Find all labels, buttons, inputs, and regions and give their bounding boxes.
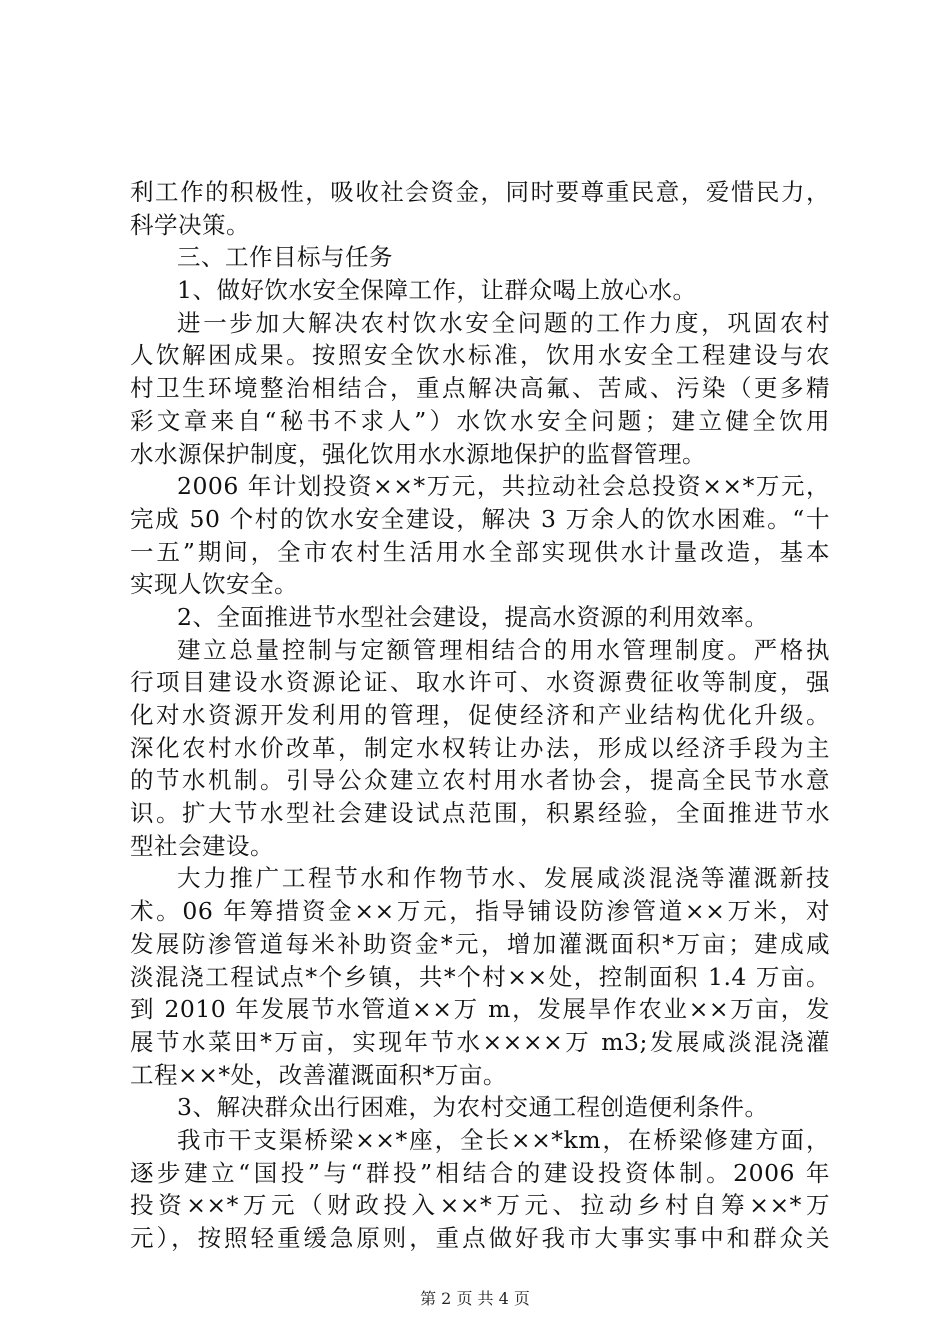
subsection-heading: 3、解决群众出行困难，为农村交通工程创造便利条件。 — [177, 1093, 769, 1122]
section-heading: 三、工作目标与任务 — [177, 243, 393, 272]
text-line: 2006 年计划投资××*万元，共拉动社会总投资××*万元， — [177, 472, 830, 501]
text-line: 完成 50 个村的饮水安全建设，解决 3 万余人的饮水困难。“十 — [130, 504, 830, 533]
text-line: 工程××*处，改善灌溉面积*万亩。 — [130, 1060, 507, 1089]
text-line: 彩文章来自“秘书不求人”）水饮水安全问题；建立健全饮用 — [130, 406, 830, 435]
body-text — [130, 176, 830, 1255]
text-line: 展节水菜田*万亩，实现年节水××××万 m3;发展咸淡混浇灌 — [130, 1027, 830, 1056]
text-line: 化对水资源开发利用的管理，促使经济和产业结构优化升级。 — [130, 701, 830, 729]
subsection-heading: 1、做好饮水安全保障工作，让群众喝上放心水。 — [177, 276, 697, 305]
text-line: 实现人饮安全。 — [130, 570, 298, 599]
text-line: 我市干支渠桥梁××*座，全长××*km，在桥梁修建方面， — [177, 1125, 830, 1154]
text-line: 水水源保护制度，强化饮用水水源地保护的监督管理。 — [130, 439, 706, 468]
text-line: 识。扩大节水型社会建设试点范围，积累经验，全面推进节水 — [130, 799, 830, 828]
text-line: 的节水机制。引导公众建立农村用水者协会，提高全民节水意 — [130, 766, 830, 795]
text-line: 元），按照轻重缓急原则，重点做好我市大事实事中和群众关 — [130, 1224, 830, 1252]
text-line: 一五”期间，全市农村生活用水全部实现供水计量改造，基本 — [130, 537, 830, 566]
text-line: 术。06 年筹措资金××万元，指导铺设防渗管道××万米，对 — [130, 897, 830, 926]
text-line: 进一步加大解决农村饮水安全问题的工作力度，巩固农村 — [177, 308, 830, 337]
text-line: 深化农村水价改革，制定水权转让办法，形成以经济手段为主 — [130, 733, 830, 762]
text-line: 科学决策。 — [130, 210, 250, 239]
subsection-heading: 2、全面推进节水型社会建设，提高水资源的利用效率。 — [177, 602, 769, 631]
text-line: 逐步建立“国投”与“群投”相结合的建设投资体制。2006 年 — [130, 1158, 830, 1187]
text-line: 村卫生环境整治相结合，重点解决高氟、苦咸、污染（更多精 — [130, 374, 830, 403]
text-line: 投资××*万元（财政投入××*万元、拉动乡村自筹××*万 — [130, 1191, 830, 1220]
text-line: 发展防渗管道每米补助资金*元，增加灌溉面积*万亩；建成咸 — [130, 929, 830, 958]
text-line: 人饮解困成果。按照安全饮水标准，饮用水安全工程建设与农 — [130, 341, 830, 370]
text-line: 到 2010 年发展节水管道××万 m，发展旱作农业××万亩，发 — [130, 995, 830, 1024]
text-line: 行项目建设水资源论证、取水许可、水资源费征收等制度，强 — [130, 668, 830, 697]
text-line: 淡混浇工程试点*个乡镇，共*个村××处，控制面积 1.4 万亩。 — [130, 962, 830, 991]
text-line: 大力推广工程节水和作物节水、发展咸淡混浇等灌溉新技 — [177, 864, 830, 893]
text-line: 建立总量控制与定额管理相结合的用水管理制度。严格执 — [177, 635, 830, 664]
text-line: 利工作的积极性，吸收社会资金，同时要尊重民意，爱惜民力， — [130, 178, 830, 206]
text-line: 型社会建设。 — [130, 831, 274, 860]
page-number: 第 2 页 共 4 页 — [420, 1289, 530, 1308]
